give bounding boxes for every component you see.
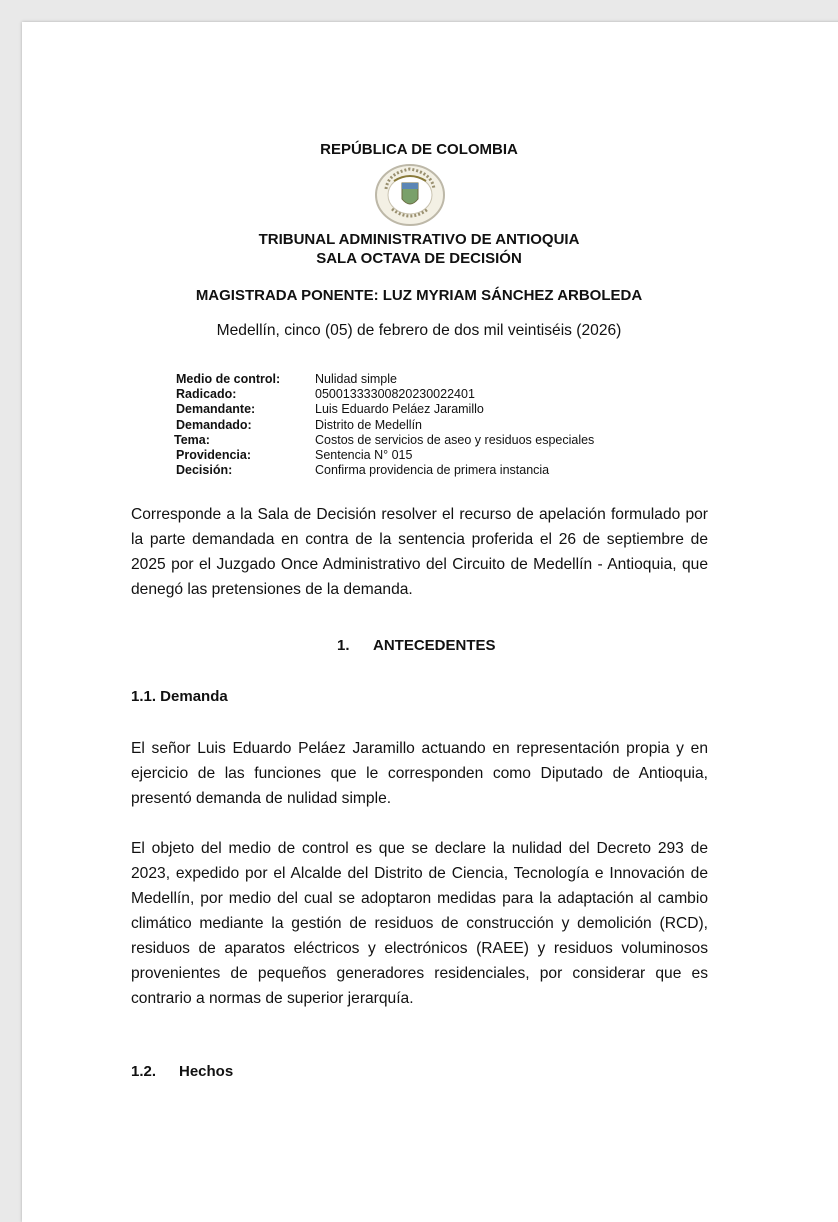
meta-value: Nulidad simple <box>315 372 397 386</box>
case-metadata-table <box>176 372 594 478</box>
meta-value: Distrito de Medellín <box>315 417 422 432</box>
meta-label: Tema: <box>174 432 210 447</box>
subsection-demanda: 1.1. Demanda <box>131 688 228 705</box>
sala-name: SALA OCTAVA DE DECISIÓN <box>316 250 522 267</box>
intro-paragraph: Corresponde a la Sala de Decisión resolver el recurso de apelación formulado por la parte demandada en contra de la sentencia proferida el 26 de septiembre de 2025 por el Juzgado Once Administrativo del Circuito de Medellín - Antioquia, que denegó las pretensiones de la demanda. <box>131 506 708 598</box>
meta-row <box>176 418 594 433</box>
meta-value: Confirma providencia de primera instancia <box>315 463 550 478</box>
demanda-paragraph-2: El objeto del medio de control es que se declare la nulidad del Decreto 293 de 2023, expedido por el Alcalde del Distrito de Ciencia, Tecnología e Innovación de Medellín, por medio del cual se adoptaron medidas para la adaptación al cambio climático mediante la gestión de residuos de construcción y demolición (RCD), residuos de aparatos eléctricos y electrónicos (RAEE) y residuos voluminosos provenientes de pequeños generadores residenciales, por considerar que es contrario a normas de superior jerarquía. <box>131 840 708 1007</box>
country-heading: REPÚBLICA DE COLOMBIA <box>320 141 518 158</box>
subsection-hechos: Hechos <box>179 1063 234 1080</box>
meta-value: Sentencia N° 015 <box>315 448 413 463</box>
meta-label: Providencia: <box>176 448 252 463</box>
document-date: Medellín, cinco (05) de febrero de dos mil veintiséis (2026) <box>216 322 622 339</box>
meta-row <box>174 433 594 448</box>
tribunal-name: TRIBUNAL ADMINISTRATIVO DE ANTIOQUIA <box>258 231 580 248</box>
meta-row <box>176 448 594 463</box>
meta-value: Luis Eduardo Peláez Jaramillo <box>315 402 484 417</box>
meta-value: 05001333300820230022401 <box>315 387 475 402</box>
meta-row <box>176 387 594 402</box>
subsection-number: 1.2. <box>131 1063 157 1080</box>
meta-label: Demandado: <box>176 417 252 432</box>
section-title-antecedentes: ANTECEDENTES <box>373 637 496 654</box>
meta-label: Radicado: <box>176 387 237 402</box>
meta-label: Decisión: <box>176 463 233 478</box>
meta-value: Costos de servicios de aseo y residuos especiales <box>315 432 595 447</box>
meta-row <box>176 402 594 417</box>
meta-row <box>176 372 594 387</box>
tribunal-seal-logo <box>372 163 448 227</box>
meta-row <box>176 463 594 478</box>
section-number: 1. <box>337 637 350 654</box>
meta-label: Medio de control: <box>176 372 281 386</box>
magistrada-ponente: MAGISTRADA PONENTE: LUZ MYRIAM SÁNCHEZ ARBOLEDA <box>195 287 643 304</box>
demanda-paragraph-1: El señor Luis Eduardo Peláez Jaramillo actuando en representación propia y en ejercicio de las funciones que le corresponden como Diputado de Antioquia, presentó demanda de nulidad simple. <box>131 740 708 807</box>
meta-label: Demandante: <box>176 402 256 417</box>
